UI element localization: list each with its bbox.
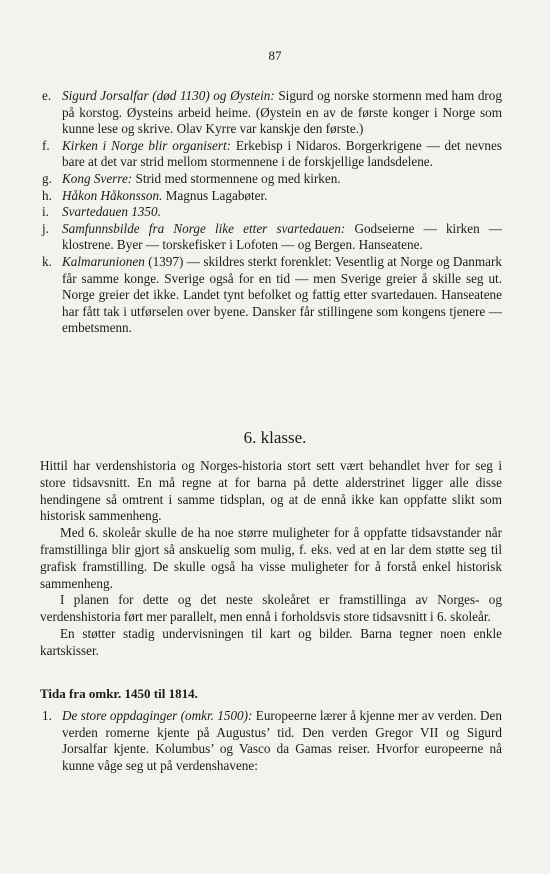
item-letter: g. [42, 170, 52, 186]
list-item-h [40, 188, 502, 205]
numbered-item-1 [40, 708, 502, 774]
item-letter: i. [42, 204, 49, 220]
list-item-j [40, 221, 502, 254]
paragraph: En støtter stadig undervisningen til kart og bilder. Barna tegner noen enkle kartskisser. [40, 625, 502, 658]
item-letter: h. [42, 187, 52, 203]
item-text: Magnus Lagabøter. [162, 187, 268, 203]
lettered-list [40, 88, 502, 337]
item-text: Erkebisp i Nidaros. Borgerkrigene — det nevnes bare at det var strid mellom stormennene i de forskjellige landsdelene. [62, 137, 502, 170]
item-text: Godseierne — kirken — klostrene. Byer — torskefiskeт i Lofoten — og Bergen. Hanseatene. [62, 220, 502, 253]
item-text: Europeerne lærer å kjenne mer av verden. Den verden romerne kjente på Augustus’ tid. Den verden Gregor VII og Sigurd Jorsalfar kjente. Kolumbus’ og Vasco da Gamas reiser. Hvorfor europeerne nå kunne våge seg ut på verdenshavene: [62, 708, 502, 773]
item-letter: k. [42, 253, 52, 269]
item-letter: f. [42, 137, 50, 153]
item-title: Svartedauen 1350. [62, 204, 161, 220]
paragraph: Hittil har verdenshistoria og Norges-historia stort sett vært behandlet hver for seg i store tidsavsnitt. En må regne at for barna på dette alderstrinet ligger alle disse hendingene så omtrent i samme tidsplan, og at de ennå ikke kan oppfatte slikt som historisk sammenheng. [40, 458, 502, 524]
list-item-i [40, 204, 502, 221]
section-heading: 6. klasse. [243, 428, 307, 447]
item-letter: e. [42, 88, 52, 103]
list-item-g [40, 171, 502, 188]
item-title: Sigurd Jorsalfar (død 1130) og Øystein: [62, 88, 275, 103]
item-text: Strid med stormennene og med kirken. [132, 170, 341, 186]
paragraph: I planen for dette og det neste skoleåret er framstillinga av Norges- og verdenshistoria ført mer parallelt, men ennå i forholdsvis store tidsavsnitt i 6. skoleår. [40, 592, 502, 625]
item-title: Kong Sverre: [62, 170, 133, 186]
item-number: 1. [42, 708, 52, 723]
item-letter: j. [42, 220, 49, 236]
numbered-list [40, 708, 502, 774]
item-title: De store oppdaginger (omkr. 1500): [62, 708, 253, 723]
paragraph: Med 6. skoleår skulle de ha noe større muligheter for å oppfatte tidsavstander når framstillinga blir gjort så anskuelig som mulig, f. eks. ved at en lar dem støtte seg til grafisk framstilling. De skulle også ha visse muligheter for å forstå enkel historisk sammenheng. [40, 525, 502, 591]
item-text: Sigurd og norske stormenn med ham drog på korstog. Øysteins arbeid heime. (Øystein en av de første konger i Norge som kunne lese og skrive. Olav Kyrre var kanskje den første.) [62, 88, 502, 137]
item-title: Samfunnsbilde fra Norge like etter svartedauen: [62, 220, 346, 236]
body-text [40, 458, 502, 660]
list-item-f [40, 138, 502, 171]
item-title: Kalmarunionen [62, 253, 145, 269]
list-item-k [40, 254, 502, 337]
subheading: Tida fra omkr. 1450 til 1814. [40, 686, 198, 701]
page-number: 87 [268, 48, 282, 63]
item-text: (1397) — skildres sterkt forenklet: Vesentlig at Norge og Danmark får samme konge. Sverige også for en tid — men Sverige greier å skille seg ut. Norge greier det ikke. Landet tynt befolket og fattig etter svartedauen. Hanseatene har fått tak i utførselen over byene. Dansker får stillingene som kongens tjenere — embetsmenn. [62, 253, 502, 336]
item-title: Håkon Håkonsson. [62, 187, 163, 203]
list-item-e [40, 88, 502, 138]
item-title: Kirken i Norge blir organisert: [62, 137, 232, 153]
